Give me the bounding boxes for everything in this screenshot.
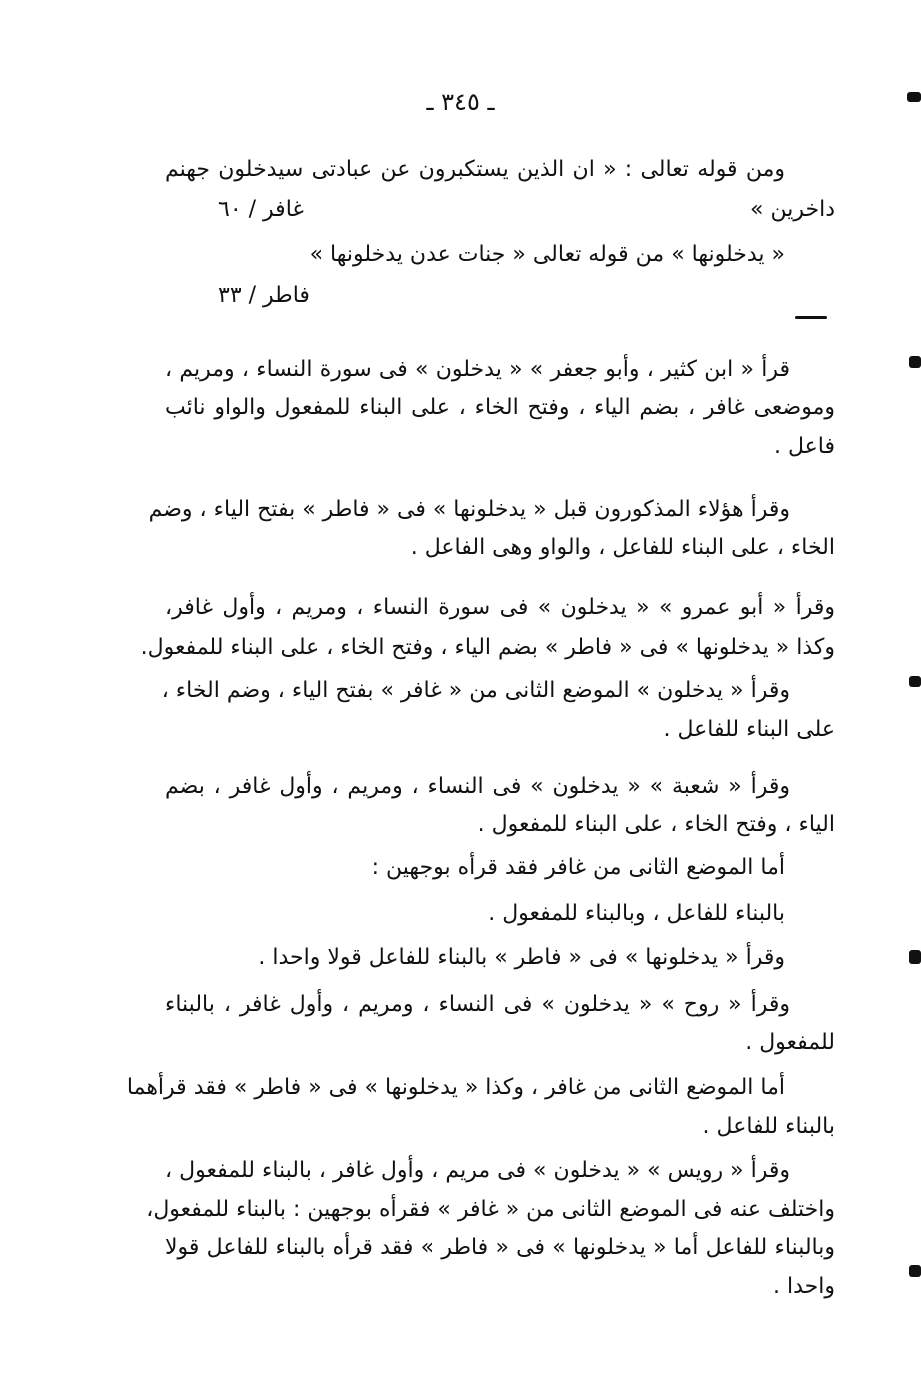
quote-line-2: داخرين » <box>750 197 835 222</box>
paragraph-11-line-2: واختلف عنه فى الموضع الثانى من « غافر » فقرأه بوجهين : بالبناء للمفعول، <box>146 1197 835 1222</box>
paragraph-2-line-2: الخاء ، على البناء للفاعل ، والواو وهى الفاعل . <box>410 535 835 560</box>
scan-mark <box>909 356 921 368</box>
paragraph-1-line-2: وموضعى غافر ، بضم الياء ، وفتح الخاء ، على البناء للمفعول والواو نائب <box>165 395 835 420</box>
paragraph-9-line-2: للمفعول . <box>745 1030 835 1055</box>
paragraph-3-line-2: وكذا « يدخلونها » فى « فاطر » بضم الياء ، وفتح الخاء ، على البناء للمفعول. <box>140 635 835 660</box>
quote-line-3: « يدخلونها » من قوله تعالى « جنات عدن يدخلونها » <box>309 242 785 267</box>
scan-mark <box>909 676 921 687</box>
paragraph-11-line-1: وقرأ « رويس » « يدخلون » فى مريم ، وأول غافر ، بالبناء للمفعول ، <box>165 1158 790 1183</box>
paragraph-5-line-2: الياء ، وفتح الخاء ، على البناء للمفعول . <box>477 812 835 837</box>
paragraph-2-line-1: وقرأ هؤلاء المذكورون قبل « يدخلونها » فى « فاطر » بفتح الياء ، وضم <box>148 497 790 522</box>
quran-reference-ghafir: غافر / ٦٠ <box>218 197 304 222</box>
paragraph-11-line-3: وبالبناء للفاعل أما « يدخلونها » فى « فاطر » فقد قرأه بالبناء للفاعل قولا <box>165 1235 835 1260</box>
page-number: ـ ٣٤٥ ـ <box>426 88 495 116</box>
paragraph-1-line-3: فاعل . <box>774 434 835 459</box>
paragraph-5-line-1: وقرأ « شعبة » « يدخلون » فى النساء ، ومريم ، وأول غافر ، بضم <box>165 774 790 799</box>
paragraph-7: بالبناء للفاعل ، وبالبناء للمفعول . <box>488 901 785 926</box>
paragraph-4-line-1: وقرأ « يدخلون » الموضع الثانى من « غافر » بفتح الياء ، وضم الخاء ، <box>161 678 790 703</box>
quote-line-1: ومن قوله تعالى : « ان الذين يستكبرون عن عبادتى سيدخلون جهنم <box>165 157 785 182</box>
paragraph-10-line-2: بالبناء للفاعل . <box>702 1114 835 1139</box>
paragraph-1-line-1: قرأ « ابن كثير ، وأبو جعفر » « يدخلون » فى سورة النساء ، ومريم ، <box>165 357 790 382</box>
scan-mark <box>909 1265 921 1277</box>
paragraph-4-line-2: على البناء للفاعل . <box>663 717 835 742</box>
scan-mark <box>909 950 921 964</box>
scan-mark <box>907 92 921 102</box>
ornament-dash <box>795 316 827 319</box>
paragraph-9-line-1: وقرأ « روح » « يدخلون » فى النساء ، ومريم ، وأول غافر ، بالبناء <box>165 992 790 1017</box>
paragraph-3-line-1: وقرأ « أبو عمرو » « يدخلون » فى سورة النساء ، ومريم ، وأول غافر، <box>165 595 835 620</box>
paragraph-8: وقرأ « يدخلونها » فى « فاطر » بالبناء للفاعل قولا واحدا . <box>258 945 785 970</box>
paragraph-10-line-1: أما الموضع الثانى من غافر ، وكذا « يدخلونها » فى « فاطر » فقد قرأهما <box>126 1075 785 1100</box>
paragraph-11-line-4: واحدا . <box>773 1274 835 1299</box>
paragraph-6: أما الموضع الثانى من غافر فقد قرأه بوجهين : <box>371 855 785 880</box>
quran-reference-fatir: فاطر / ٣٣ <box>218 283 310 308</box>
